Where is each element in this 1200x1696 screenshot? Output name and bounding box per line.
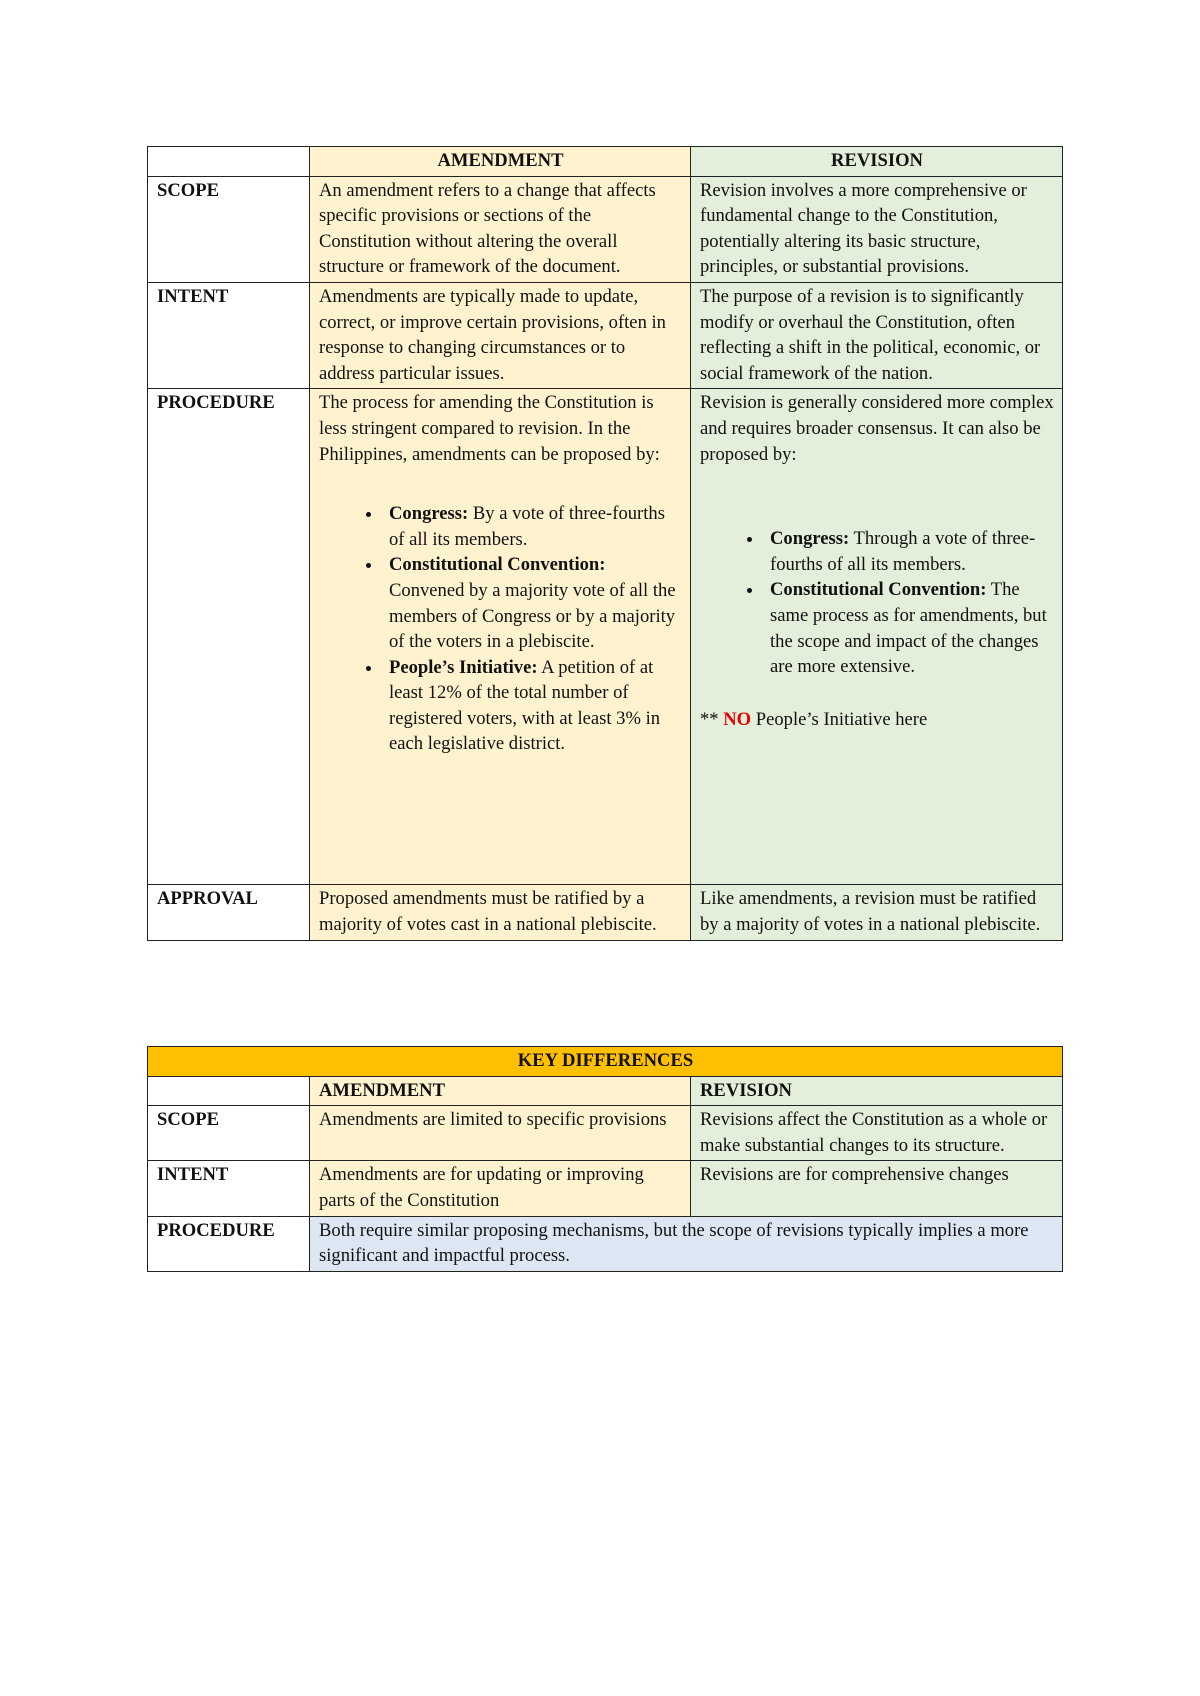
amendment-header: AMENDMENT (310, 147, 691, 177)
key-intent-revision: Revisions are for comprehensive changes (691, 1161, 1063, 1216)
key-scope-row (148, 1106, 1063, 1161)
intent-revision: The purpose of a revision is to significantly modify or overhaul the Constitution, often reflecting a shift in the political, economic, or social framework of the nation. (691, 282, 1063, 388)
key-differences-table (147, 1046, 1063, 1272)
comparison-table (147, 146, 1063, 941)
procedure-revision (691, 389, 1063, 885)
procedure-label: PROCEDURE (148, 389, 310, 885)
list-item: • Congress: Through a vote of three-fourths of all its members. (764, 526, 1054, 577)
key-scope-revision: Revisions affect the Constitution as a whole or make substantial changes to its structure. (691, 1106, 1063, 1161)
key-revision-header: REVISION (691, 1076, 1063, 1106)
list-item: • People’s Initiative: A petition of at least 12% of the total number of registered voters, with at least 3% in each legislative district. (383, 655, 682, 757)
approval-revision: Like amendments, a revision must be ratified by a majority of votes in a national plebiscite. (691, 885, 1063, 940)
key-scope-label: SCOPE (148, 1106, 310, 1161)
corner-cell (148, 147, 310, 177)
key-title-row (148, 1047, 1063, 1077)
key-header-row (148, 1076, 1063, 1106)
no-highlight: NO (723, 708, 752, 730)
procedure-amendment (310, 389, 691, 885)
procedure-row (148, 389, 1063, 885)
approval-amendment: Proposed amendments must be ratified by a majority of votes cast in a national plebiscite. (310, 885, 691, 940)
intent-row (148, 282, 1063, 388)
amendment-proposal-list (319, 501, 682, 757)
key-procedure-both: Both require similar proposing mechanisms, but the scope of revisions typically implies a more significant and impactful process. (310, 1216, 1063, 1271)
list-item: • Constitutional Convention: Convened by a majority vote of all the members of Congress or by a majority of the voters in a plebiscite. (383, 552, 682, 654)
key-intent-amendment: Amendments are for updating or improving parts of the Constitution (310, 1161, 691, 1216)
revision-header: REVISION (691, 147, 1063, 177)
key-corner-cell (148, 1076, 310, 1106)
procedure-revision-intro: Revision is generally considered more complex and requires broader consensus. It can also be proposed by: (700, 392, 1054, 465)
header-row (148, 147, 1063, 177)
list-item: • Constitutional Convention: The same process as for amendments, but the scope and impact of the changes are more extensive. (764, 577, 1054, 679)
key-intent-label: INTENT (148, 1161, 310, 1216)
no-peoples-initiative-note: ** NO People’s Initiative here (700, 708, 928, 730)
key-procedure-label: PROCEDURE (148, 1216, 310, 1271)
key-amendment-header: AMENDMENT (310, 1076, 691, 1106)
key-intent-row (148, 1161, 1063, 1216)
approval-row (148, 885, 1063, 940)
key-differences-title: KEY DIFFERENCES (148, 1047, 1063, 1077)
scope-label: SCOPE (148, 176, 310, 282)
key-procedure-row (148, 1216, 1063, 1271)
procedure-amendment-intro: The process for amending the Constitution is less stringent compared to revision. In the Philippines, amendments can be proposed by: (319, 392, 660, 465)
scope-row (148, 176, 1063, 282)
intent-label: INTENT (148, 282, 310, 388)
revision-proposal-list (700, 526, 1054, 680)
list-item: • Congress: By a vote of three-fourths of all its members. (383, 501, 682, 552)
approval-label: APPROVAL (148, 885, 310, 940)
key-scope-amendment: Amendments are limited to specific provisions (310, 1106, 691, 1161)
scope-revision: Revision involves a more comprehensive or fundamental change to the Constitution, potentially altering its basic structure, principles, or substantial provisions. (691, 176, 1063, 282)
intent-amendment: Amendments are typically made to update, correct, or improve certain provisions, often in response to changing circumstances or to address particular issues. (310, 282, 691, 388)
scope-amendment: An amendment refers to a change that affects specific provisions or sections of the Constitution without altering the overall structure or framework of the document. (310, 176, 691, 282)
